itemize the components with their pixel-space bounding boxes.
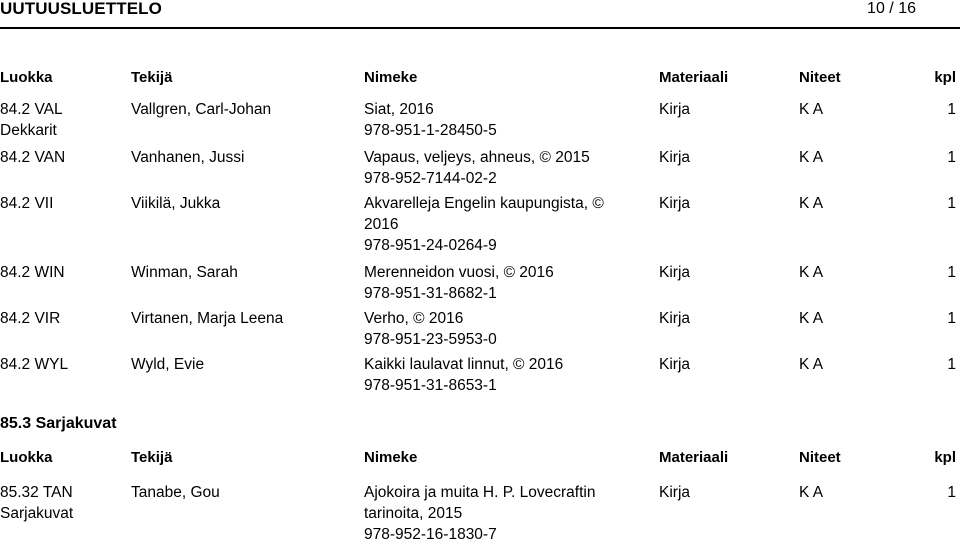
row-tekija: Vallgren, Carl-Johan xyxy=(131,101,272,118)
row-kpl: 1 xyxy=(947,101,956,118)
row-materiaali: Kirja xyxy=(659,356,691,373)
row-kpl: 1 xyxy=(947,484,956,501)
document-title: UUTUUSLUETTELO xyxy=(0,0,162,18)
col-luokka: Luokka xyxy=(0,69,53,86)
row-luokka-genre: Sarjakuvat xyxy=(0,505,74,522)
row-niteet: K A xyxy=(799,356,824,373)
row-title: Verho, © 2016 xyxy=(364,310,464,327)
row-kpl: 1 xyxy=(947,195,956,212)
row-isbn: 978-951-23-5953-0 xyxy=(364,331,497,348)
page-header xyxy=(0,0,960,28)
row-nimeke xyxy=(364,193,626,256)
row-isbn: 978-951-24-0264-9 xyxy=(364,237,497,254)
col-tekija: Tekijä xyxy=(131,449,173,466)
row-tekija: Tanabe, Gou xyxy=(131,484,220,501)
row-title: Vapaus, veljeys, ahneus, © 2015 xyxy=(364,149,590,166)
row-luokka: 84.2 WYL xyxy=(0,356,69,373)
col-niteet: Niteet xyxy=(799,449,841,466)
row-materiaali: Kirja xyxy=(659,484,691,501)
row-luokka-genre: Dekkarit xyxy=(0,122,57,139)
row-materiaali: Kirja xyxy=(659,101,691,118)
total-pages: 16 xyxy=(898,0,916,17)
col-nimeke: Nimeke xyxy=(364,449,418,466)
row-niteet: K A xyxy=(799,149,824,166)
row-kpl: 1 xyxy=(947,310,956,327)
row-niteet: K A xyxy=(799,484,824,501)
row-title: Kaikki laulavat linnut, © 2016 xyxy=(364,356,564,373)
row-luokka xyxy=(0,99,125,141)
row-luokka-code: 84.2 VAL xyxy=(0,101,63,118)
row-niteet: K A xyxy=(799,264,824,281)
row-title: Akvarelleja Engelin kaupungista, © xyxy=(364,195,604,212)
col-materiaali: Materiaali xyxy=(659,69,729,86)
row-title-continued: 2016 xyxy=(364,216,399,233)
row-tekija: Viikilä, Jukka xyxy=(131,195,221,212)
row-materiaali: Kirja xyxy=(659,149,691,166)
section-heading: 85.3 Sarjakuvat xyxy=(0,415,117,432)
row-luokka: 84.2 VII xyxy=(0,195,54,212)
row-luokka: 84.2 VIR xyxy=(0,310,61,327)
row-luokka xyxy=(0,482,125,524)
row-title: Merenneidon vuosi, © 2016 xyxy=(364,264,554,281)
row-title: Ajokoira ja muita H. P. Lovecraftin xyxy=(364,484,596,501)
col-kpl: kpl xyxy=(934,69,956,86)
row-nimeke xyxy=(364,99,626,141)
col-materiaali: Materiaali xyxy=(659,449,729,466)
row-niteet: K A xyxy=(799,195,824,212)
row-materiaali: Kirja xyxy=(659,310,691,327)
page-separator: / xyxy=(889,0,894,17)
row-nimeke xyxy=(364,354,626,396)
col-niteet: Niteet xyxy=(799,69,841,86)
row-title: Siat, 2016 xyxy=(364,101,434,118)
col-kpl: kpl xyxy=(934,449,956,466)
row-kpl: 1 xyxy=(947,264,956,281)
row-niteet: K A xyxy=(799,310,824,327)
row-tekija: Winman, Sarah xyxy=(131,264,238,281)
header-rule xyxy=(0,27,960,29)
row-luokka-code: 85.32 TAN xyxy=(0,484,73,501)
col-nimeke: Nimeke xyxy=(364,69,418,86)
row-niteet: K A xyxy=(799,101,824,118)
row-luokka: 84.2 WIN xyxy=(0,264,65,281)
page-number xyxy=(867,0,916,18)
row-tekija: Wyld, Evie xyxy=(131,356,205,373)
current-page: 10 xyxy=(867,0,885,17)
col-luokka: Luokka xyxy=(0,449,53,466)
row-materiaali: Kirja xyxy=(659,264,691,281)
row-nimeke xyxy=(364,482,626,545)
row-nimeke xyxy=(364,308,626,350)
row-nimeke xyxy=(364,147,626,189)
row-isbn: 978-951-1-28450-5 xyxy=(364,122,497,139)
row-isbn: 978-952-16-1830-7 xyxy=(364,526,497,543)
row-luokka: 84.2 VAN xyxy=(0,149,66,166)
row-isbn: 978-951-31-8653-1 xyxy=(364,377,497,394)
col-tekija: Tekijä xyxy=(131,69,173,86)
row-isbn: 978-952-7144-02-2 xyxy=(364,170,497,187)
row-materiaali: Kirja xyxy=(659,195,691,212)
row-isbn: 978-951-31-8682-1 xyxy=(364,285,497,302)
row-kpl: 1 xyxy=(947,356,956,373)
row-nimeke xyxy=(364,262,626,304)
row-tekija: Virtanen, Marja Leena xyxy=(131,310,284,327)
row-tekija: Vanhanen, Jussi xyxy=(131,149,245,166)
row-kpl: 1 xyxy=(947,149,956,166)
row-title-continued: tarinoita, 2015 xyxy=(364,505,463,522)
